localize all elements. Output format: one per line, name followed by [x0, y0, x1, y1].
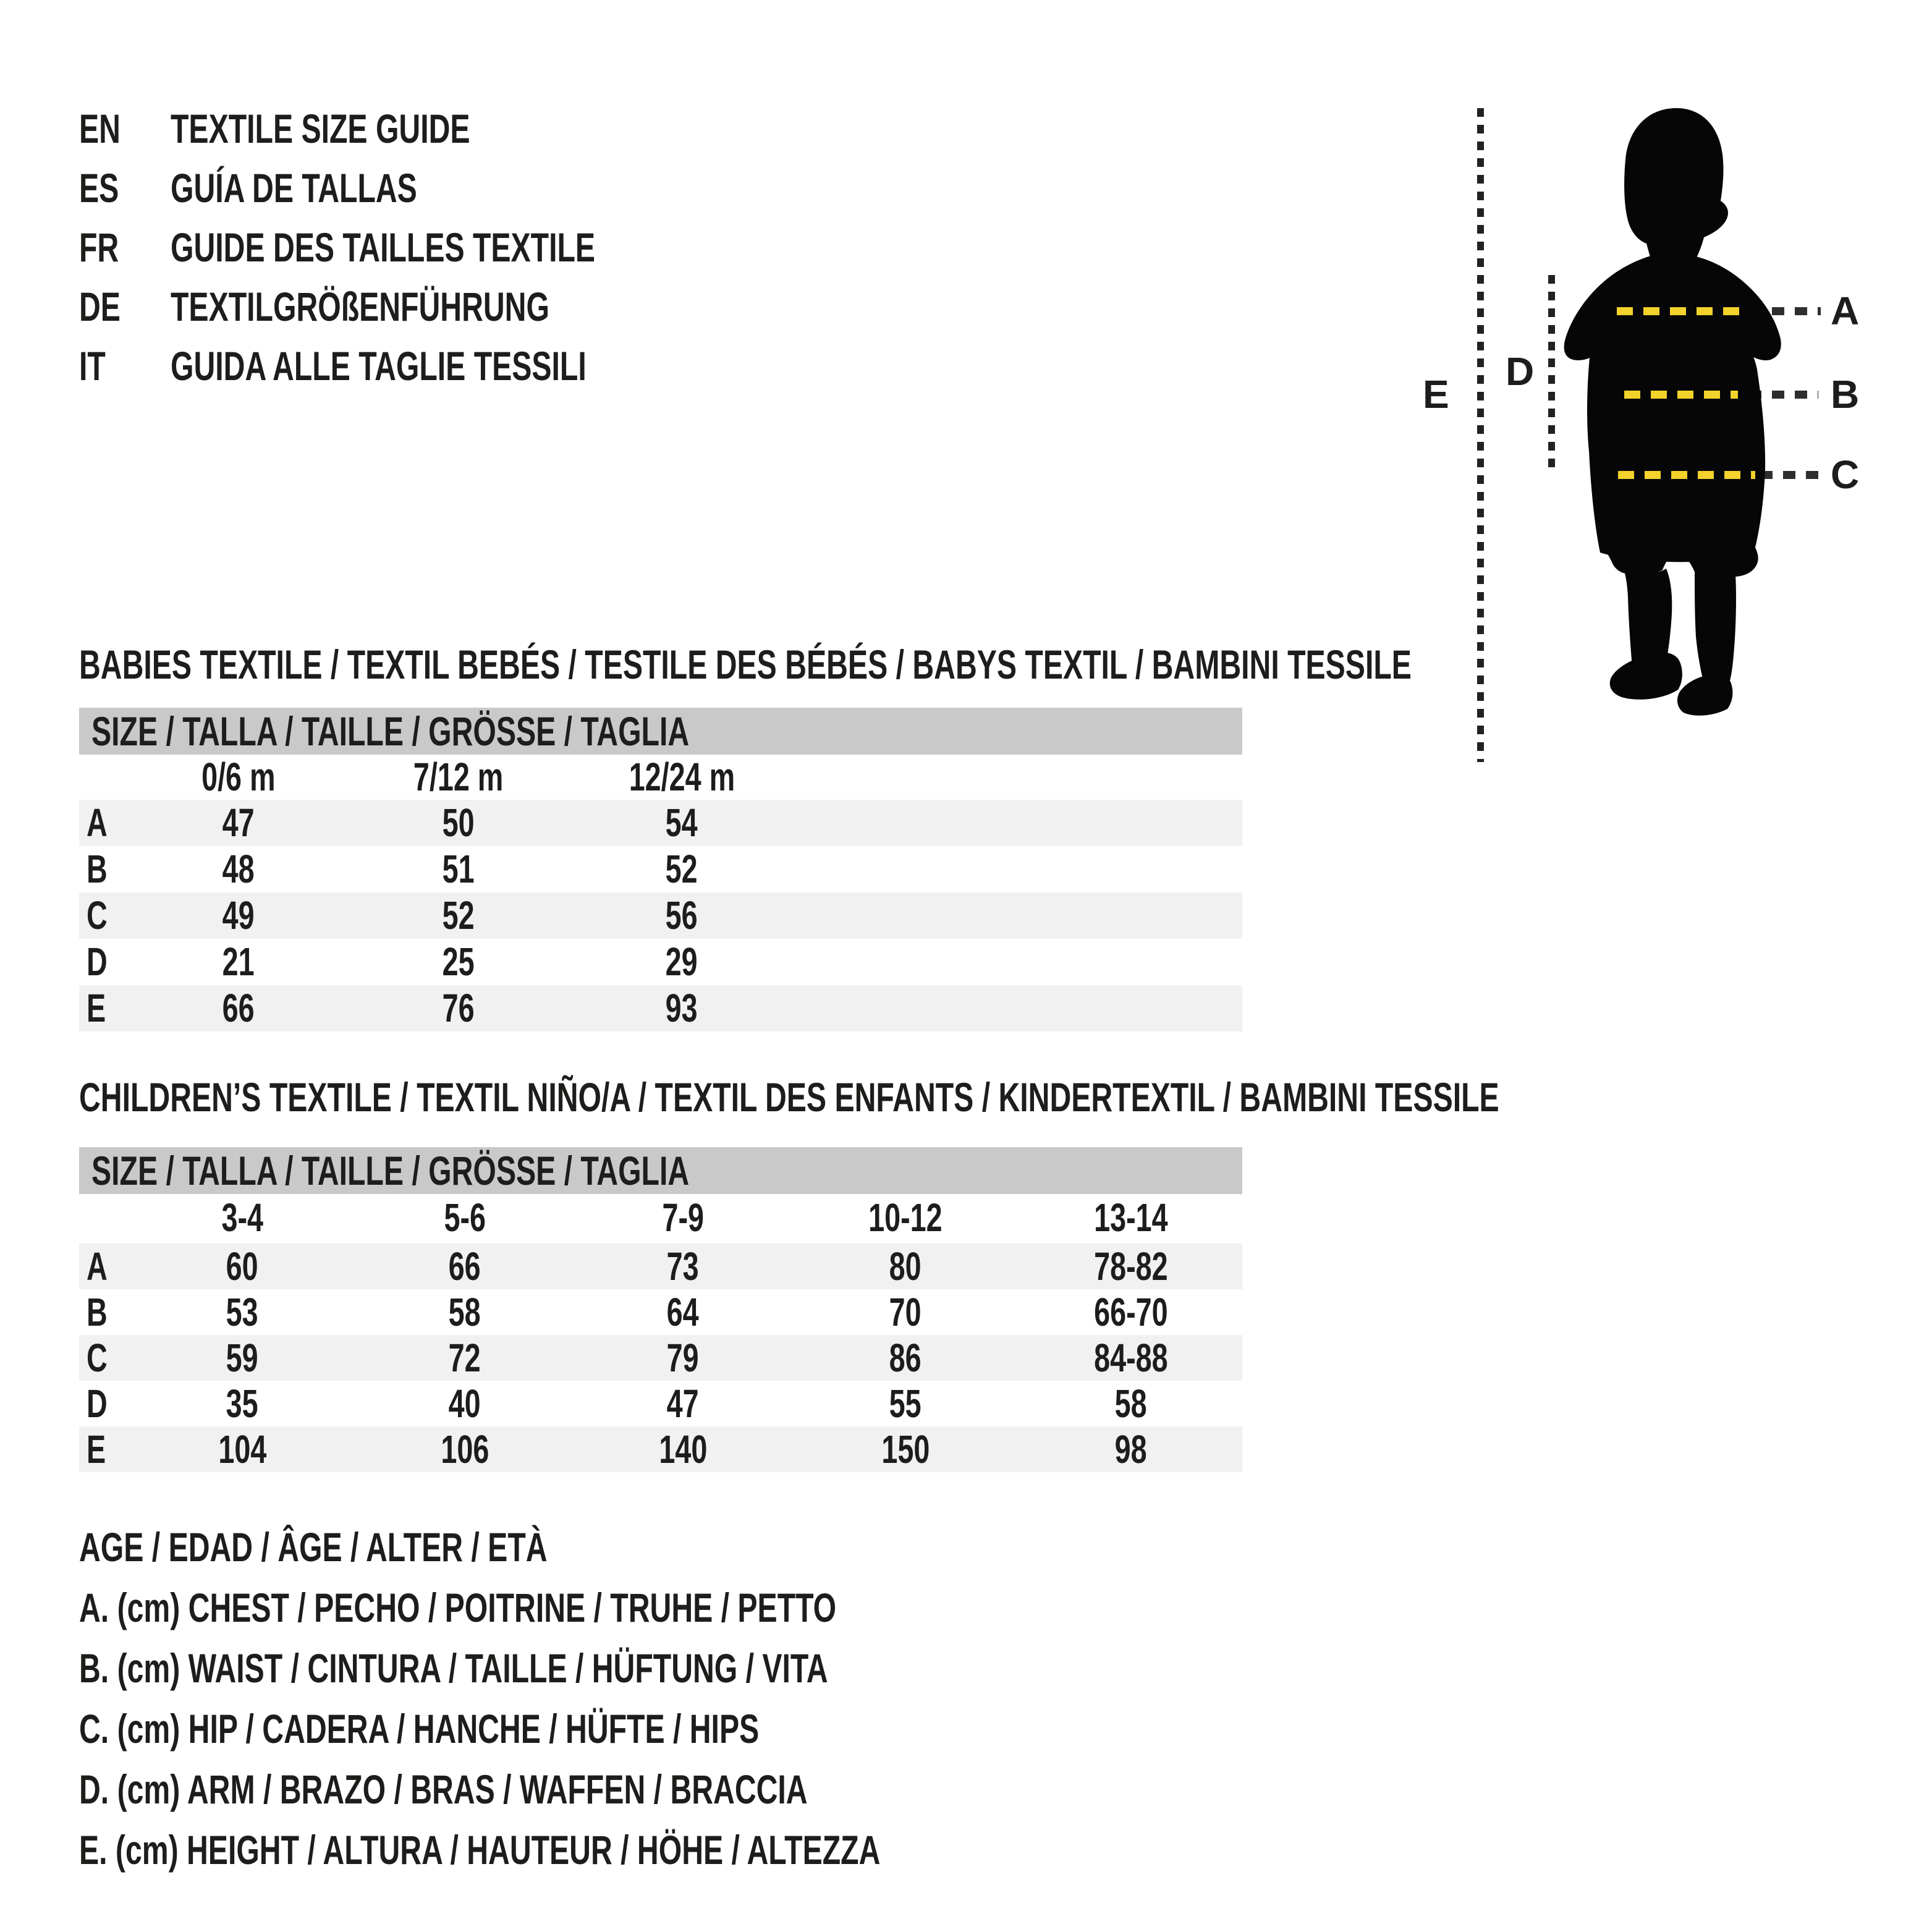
table-cell: 150: [881, 1427, 930, 1472]
babies-size-header-bar: SIZE / TALLA / TAILLE / GRÖSSE / TAGLIA: [79, 708, 1242, 755]
table-row: [79, 1289, 1242, 1335]
column-header: 0/6 m: [201, 755, 276, 799]
table-cell: 49: [222, 893, 255, 938]
legend-line-age: AGE / EDAD / ÂGE / ALTER / ETÀ: [79, 1524, 548, 1570]
waist-line-yellow: [1624, 391, 1738, 399]
table-row: [79, 1335, 1242, 1381]
column-header: 5-6: [444, 1195, 486, 1240]
children-column-header-row: [79, 1194, 1242, 1241]
babies-section-title: BABIES TEXTILE / TEXTIL BEBÉS / TESTILE DES BÉBÉS / BABYS TEXTIL / BAMBINI TESSILE: [79, 642, 1412, 687]
table-cell: 47: [222, 800, 255, 845]
table-cell: 80: [889, 1244, 922, 1289]
table-cell: 58: [1115, 1381, 1147, 1426]
lang-title: GUIDE DES TAILLES TEXTILE: [171, 224, 596, 270]
lang-title: GUÍA DE TALLAS: [171, 165, 417, 211]
table-cell: 66: [449, 1244, 481, 1289]
table-row: [79, 800, 1242, 846]
children-section-title: CHILDREN’S TEXTILE / TEXTIL NIÑO/A / TEXTIL DES ENFANTS / KINDERTEXTIL / BAMBINI TESSILE: [79, 1074, 1499, 1120]
legend-line-waist: B. (cm) WAIST / CINTURA / TAILLE / HÜFTUNG / VITA: [79, 1645, 828, 1691]
lang-title: TEXTILGRÖßENFÜHRUNG: [171, 284, 549, 329]
chest-label: A: [1831, 289, 1860, 333]
arm-label: D: [1506, 349, 1535, 394]
table-cell: 35: [226, 1381, 258, 1426]
lang-row-es: [79, 158, 752, 218]
lang-code: IT: [79, 343, 106, 389]
table-cell: 50: [443, 800, 475, 845]
table-cell: 48: [222, 847, 255, 891]
height-label: E: [1423, 372, 1449, 417]
table-row: [79, 985, 1242, 1032]
table-cell: 93: [666, 986, 698, 1030]
lang-title: TEXTILE SIZE GUIDE: [171, 106, 470, 151]
column-header: 7/12 m: [413, 755, 504, 799]
row-label: D: [87, 1381, 108, 1426]
lang-code: ES: [79, 165, 119, 211]
hip-line-yellow: [1618, 471, 1755, 479]
column-header: 13-14: [1094, 1195, 1168, 1240]
table-cell: 59: [226, 1336, 258, 1380]
chest-line-yellow: [1617, 307, 1743, 315]
legend-line-arm: D. (cm) ARM / BRAZO / BRAS / WAFFEN / BRACCIA: [79, 1766, 808, 1812]
lang-code: DE: [79, 284, 121, 329]
silhouette-torso: [1564, 253, 1781, 562]
hip-label: C: [1831, 452, 1860, 497]
row-label: C: [87, 1336, 108, 1380]
table-cell: 106: [441, 1427, 489, 1472]
lang-title: GUIDA ALLE TAGLIE TESSILI: [171, 343, 587, 389]
table-cell: 78-82: [1094, 1244, 1168, 1289]
row-label: E: [87, 986, 106, 1030]
table-cell: 66: [222, 986, 255, 1030]
row-label: D: [87, 939, 108, 984]
table-cell: 55: [889, 1381, 922, 1426]
silhouette-left-shoe: [1610, 653, 1682, 700]
row-label: A: [87, 1244, 108, 1289]
table-cell: 72: [449, 1336, 481, 1380]
column-header: 10-12: [868, 1195, 943, 1240]
row-label: C: [87, 893, 108, 938]
table-row: [79, 1244, 1242, 1289]
row-label: A: [87, 800, 108, 845]
table-cell: 58: [449, 1290, 481, 1334]
table-cell: 47: [667, 1381, 699, 1426]
table-cell: 52: [666, 847, 698, 891]
table-cell: 56: [666, 893, 698, 938]
children-size-header-bar: SIZE / TALLA / TAILLE / GRÖSSE / TAGLIA: [79, 1147, 1242, 1194]
table-cell: 60: [226, 1244, 258, 1289]
babies-column-header-row: [79, 755, 1242, 800]
table-row: [79, 1426, 1242, 1472]
table-cell: 64: [667, 1290, 699, 1334]
legend-line-chest: A. (cm) CHEST / PECHO / POITRINE / TRUHE / PETTO: [79, 1585, 837, 1630]
table-cell: 29: [666, 939, 698, 984]
lang-row-fr: [79, 218, 752, 277]
table-row: [79, 892, 1242, 939]
table-cell: 104: [218, 1427, 266, 1472]
table-cell: 52: [443, 893, 475, 938]
height-measure-dotted-line: [1477, 108, 1484, 762]
table-cell: 73: [667, 1244, 699, 1289]
column-header: 12/24 m: [629, 755, 735, 799]
table-row: [79, 1381, 1242, 1426]
row-label: B: [87, 1290, 108, 1334]
lang-row-it: [79, 336, 752, 396]
measurement-legend: [79, 1517, 1177, 1880]
table-cell: 51: [443, 847, 475, 891]
lang-row-en: [79, 99, 752, 158]
row-label: E: [87, 1427, 106, 1472]
table-cell: 86: [889, 1336, 922, 1380]
language-title-list: [79, 99, 752, 396]
table-cell: 98: [1115, 1427, 1147, 1472]
waist-label: B: [1831, 372, 1860, 417]
table-cell: 79: [667, 1336, 699, 1380]
table-cell: 76: [443, 986, 475, 1030]
table-cell: 70: [889, 1290, 922, 1334]
silhouette-right-leg: [1695, 572, 1736, 690]
row-label: B: [87, 847, 108, 891]
child-silhouette: [1514, 93, 1897, 773]
table-cell: 21: [222, 939, 255, 984]
table-cell: 140: [659, 1427, 707, 1472]
lang-row-de: [79, 277, 752, 336]
table-cell: 66-70: [1094, 1290, 1168, 1334]
silhouette-head: [1624, 108, 1728, 264]
table-row: [79, 939, 1242, 985]
table-cell: 54: [666, 800, 698, 845]
column-header: 3-4: [221, 1195, 263, 1240]
table-cell: 53: [226, 1290, 258, 1334]
table-row: [79, 846, 1242, 892]
table-cell: 25: [443, 939, 475, 984]
table-cell: 40: [449, 1381, 481, 1426]
legend-line-hip: C. (cm) HIP / CADERA / HANCHE / HÜFTE / HIPS: [79, 1706, 760, 1752]
table-cell: 84-88: [1094, 1336, 1168, 1380]
lang-code: FR: [79, 224, 119, 270]
silhouette-right-shoe: [1677, 674, 1733, 715]
column-header: 7-9: [662, 1195, 704, 1240]
lang-code: EN: [79, 106, 121, 151]
legend-line-height: E. (cm) HEIGHT / ALTURA / HAUTEUR / HÖHE / ALTEZZA: [79, 1827, 881, 1873]
